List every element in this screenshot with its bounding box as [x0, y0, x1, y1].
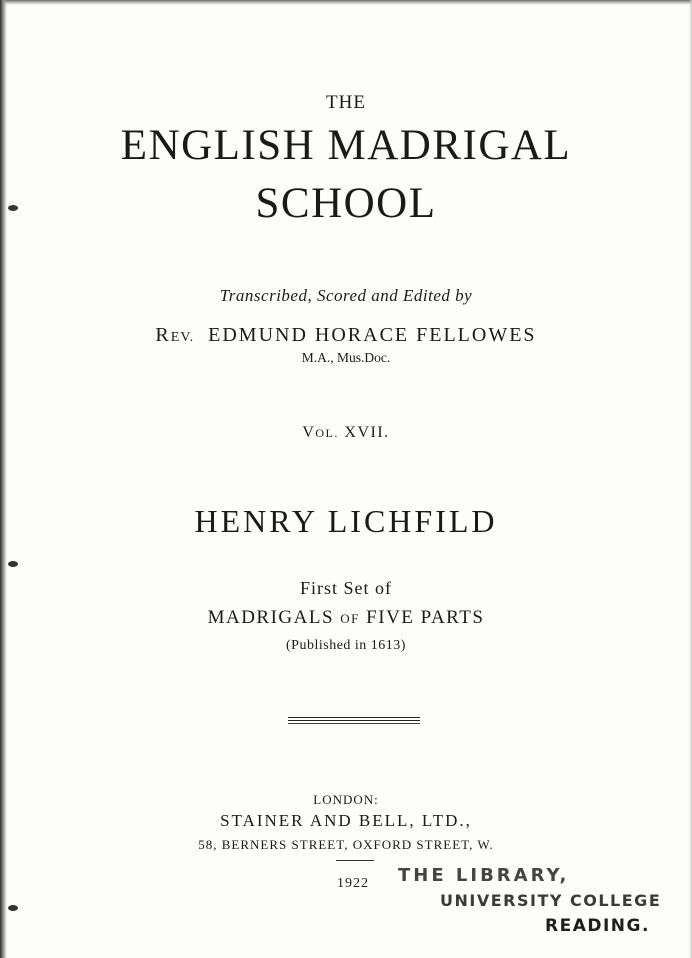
volume-number: XVII. [344, 424, 390, 441]
work-title-part1: MADRIGALS [207, 607, 335, 628]
volume-line [0, 424, 692, 442]
volume-rest: OL. [315, 426, 339, 440]
scan-top-edge [0, 0, 692, 5]
editor-line [0, 324, 692, 347]
library-stamp-line1: THE LIBRARY, [398, 865, 570, 886]
composer-name: HENRY LICHFILD [194, 503, 498, 539]
binding-hole-mark [8, 905, 18, 911]
series-title-line1: ENGLISH MADRIGAL [120, 122, 572, 169]
library-stamp-line3: READING. [545, 916, 650, 936]
imprint-address: 58, BERNERS STREET, OXFORD STREET, W. [198, 837, 494, 852]
ornamental-rule [288, 716, 420, 724]
binding-hole-mark [8, 561, 18, 567]
work-title-of: OF [340, 611, 360, 626]
work-title [0, 607, 692, 629]
imprint-city: LONDON: [313, 792, 379, 807]
volume-initial: V [302, 424, 316, 441]
publication-note: (Published in 1613) [286, 638, 406, 653]
editor-title-initial: R [155, 324, 171, 346]
work-title-part2: FIVE PARTS [366, 607, 485, 628]
editor-degrees: M.A., Mus.Doc. [301, 350, 391, 365]
editor-name: EDMUND HORACE FELLOWES [208, 324, 537, 346]
imprint-year: 1922 [337, 876, 369, 891]
short-rule [336, 860, 374, 861]
series-title-line2: SCHOOL [255, 180, 437, 227]
work-subtitle: First Set of [299, 578, 392, 598]
title-the: THE [326, 92, 366, 113]
editor-credit: Transcribed, Scored and Edited by [219, 286, 473, 305]
library-stamp-line2: UNIVERSITY COLLEGE [440, 891, 662, 910]
imprint-publisher: STAINER AND BELL, LTD., [220, 811, 472, 830]
editor-title-rest: EV. [170, 330, 195, 345]
